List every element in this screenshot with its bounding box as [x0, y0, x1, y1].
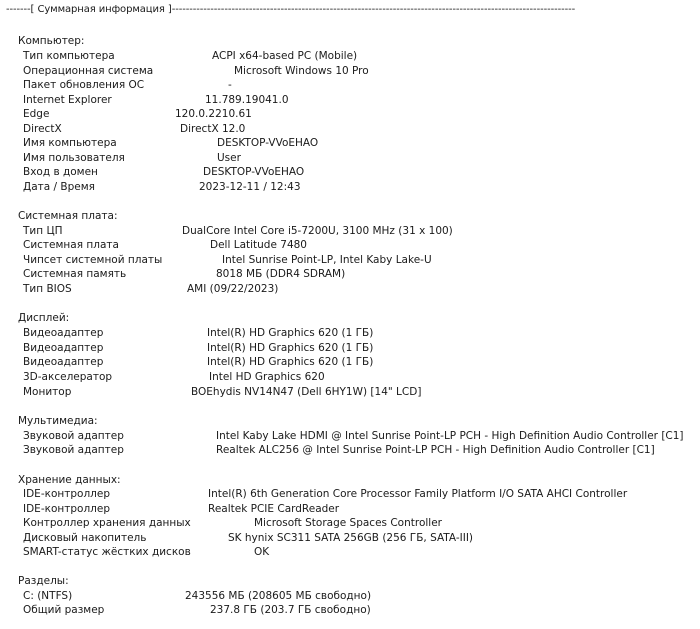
report-header: -------[ Суммарная информация ]------------------------------------------------------------------------------------------------------------------- [6, 4, 576, 15]
row-label: Edge [23, 108, 50, 120]
row-value: 8018 МБ (DDR4 SDRAM) [216, 268, 346, 280]
row-label: Имя пользователя [23, 152, 125, 164]
row-value: User [217, 152, 241, 164]
section-title-computer: Компьютер: [18, 35, 85, 47]
row-value: 120.0.2210.61 [175, 108, 252, 120]
row-value: Intel(R) HD Graphics 620 (1 ГБ) [207, 356, 374, 368]
row-value: Intel(R) HD Graphics 620 (1 ГБ) [207, 327, 374, 339]
row-label: Звуковой адаптер [23, 430, 124, 442]
section-title-motherboard: Системная плата: [18, 210, 118, 222]
row-value: AMI (09/22/2023) [187, 283, 279, 295]
section-title-storage: Хранение данных: [18, 474, 121, 486]
row-value: Intel HD Graphics 620 [209, 371, 325, 383]
row-label: Дисковый накопитель [23, 532, 147, 544]
row-value: DualCore Intel Core i5-7200U, 3100 MHz (31 x 100) [182, 225, 453, 237]
row-label: Монитор [23, 386, 72, 398]
row-label: Видеоадаптер [23, 327, 104, 339]
row-value: BOEhydis NV14N47 (Dell 6HY1W) [14" LCD] [191, 386, 422, 398]
row-label: IDE-контроллер [23, 503, 110, 515]
row-value: 2023-12-11 / 12:43 [199, 181, 301, 193]
row-label: C: (NTFS) [23, 590, 73, 602]
row-label: DirectX [23, 123, 62, 135]
row-label: Пакет обновления ОС [23, 79, 145, 91]
row-value: Dell Latitude 7480 [210, 239, 307, 251]
row-value: 11.789.19041.0 [205, 94, 289, 106]
row-value: OK [254, 546, 270, 558]
row-label: Видеоадаптер [23, 342, 104, 354]
row-value: Intel(R) 6th Generation Core Processor Family Platform I/O SATA AHCI Controller [208, 488, 628, 500]
row-label: Тип BIOS [23, 283, 72, 295]
row-value: Realtek PCIE CardReader [208, 503, 340, 515]
row-label: Контроллер хранения данных [23, 517, 191, 529]
row-label: Чипсет системной платы [23, 254, 163, 266]
row-label: 3D-акселератор [23, 371, 113, 383]
row-label: Тип компьютера [23, 50, 115, 62]
row-value: Intel Kaby Lake HDMI @ Intel Sunrise Point-LP PCH - High Definition Audio Controller [C1] [216, 430, 684, 442]
row-label: IDE-контроллер [23, 488, 110, 500]
row-label: Звуковой адаптер [23, 444, 124, 456]
row-label: Системная плата [23, 239, 119, 251]
row-value: Intel(R) HD Graphics 620 (1 ГБ) [207, 342, 374, 354]
row-value: DESKTOP-VVoEHAO [203, 166, 305, 178]
row-value: Realtek ALC256 @ Intel Sunrise Point-LP PCH - High Definition Audio Controller [C1] [216, 444, 655, 456]
row-label: Операционная система [23, 65, 154, 77]
row-label: Дата / Время [23, 181, 95, 193]
row-value: Microsoft Windows 10 Pro [234, 65, 369, 77]
row-label: Видеоадаптер [23, 356, 104, 368]
row-value: SK hynix SC311 SATA 256GB (256 ГБ, SATA-III) [228, 532, 474, 544]
row-label: Общий размер [23, 604, 105, 616]
row-value: 243556 МБ (208605 МБ свободно) [185, 590, 372, 602]
section-title-display: Дисплей: [18, 312, 70, 324]
row-value: Microsoft Storage Spaces Controller [254, 517, 442, 529]
row-value: 237.8 ГБ (203.7 ГБ свободно) [210, 604, 371, 616]
row-label: SMART-статус жёстких дисков [23, 546, 191, 558]
row-label: Internet Explorer [23, 94, 112, 106]
row-label: Имя компьютера [23, 137, 117, 149]
row-value: DirectX 12.0 [180, 123, 246, 135]
row-label: Тип ЦП [23, 225, 63, 237]
row-label: Системная память [23, 268, 127, 280]
row-value: - [228, 79, 232, 91]
row-value: Intel Sunrise Point-LP, Intel Kaby Lake-U [222, 254, 432, 266]
row-value: ACPI x64-based PC (Mobile) [212, 50, 358, 62]
row-value: DESKTOP-VVoEHAO [217, 137, 319, 149]
row-label: Вход в домен [23, 166, 98, 178]
section-title-multimedia: Мультимедиа: [18, 415, 98, 427]
section-title-partitions: Разделы: [18, 575, 69, 587]
